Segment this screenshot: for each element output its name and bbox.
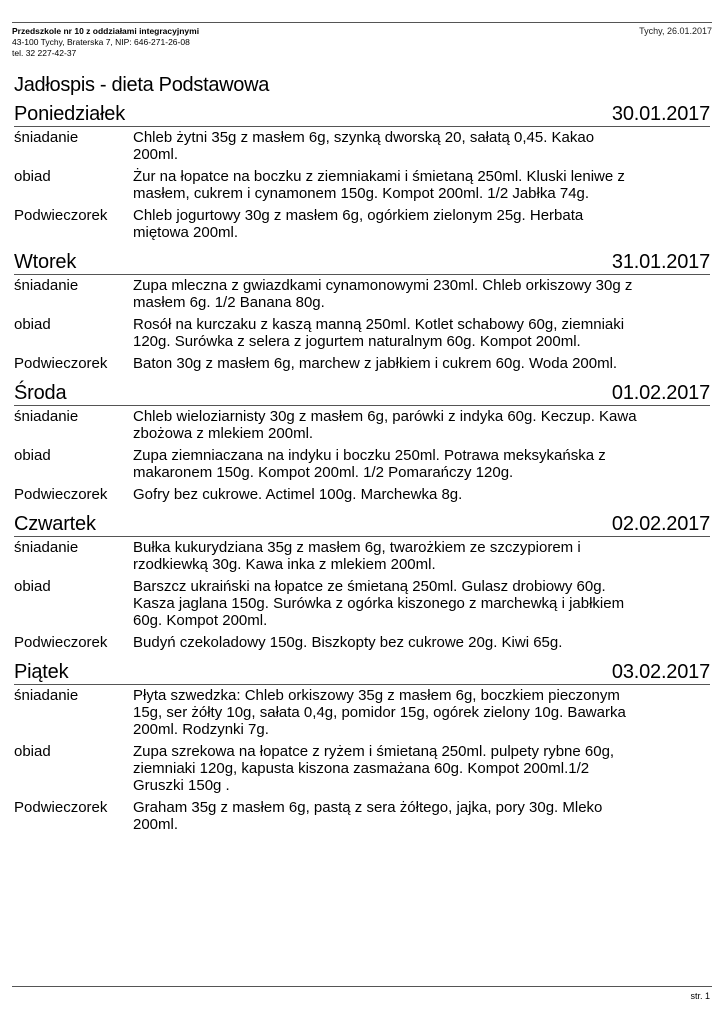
document-header (12, 26, 712, 58)
meal-row (14, 486, 710, 503)
meal-label: śniadanie (14, 539, 79, 556)
meal-label: śniadanie (14, 129, 79, 146)
meal-row (14, 168, 710, 202)
meal-row (14, 447, 710, 481)
day-name: Piątek (14, 661, 69, 683)
org-address: 43-100 Tychy, Braterska 7, NIP: 646-271-26-08 (12, 37, 190, 47)
meal-row (14, 743, 710, 794)
day-header (14, 508, 710, 537)
meal-row (14, 634, 710, 651)
meal-description: Barszcz ukraiński na łopatce ze śmietaną 250ml. Gulasz drobiowy 60g. Kasza jaglana 150g. Surówka z ogórka kiszonego z marchewką i jabłkiem 60g. Kompot 200ml. (133, 578, 625, 629)
meal-label: śniadanie (14, 277, 79, 294)
menu-content (14, 98, 710, 838)
org-name: Przedszkole nr 10 z oddziałami integracyjnymi (12, 26, 200, 36)
meal-label: Podwieczorek (14, 799, 108, 816)
meal-row (14, 316, 710, 350)
meal-description: Chleb żytni 35g z masłem 6g, szynką dworską 20, sałatą 0,45. Kakao 200ml. (133, 129, 595, 163)
day-section (14, 508, 710, 651)
meal-list (14, 537, 710, 651)
day-name: Czwartek (14, 513, 96, 535)
meal-label: Podwieczorek (14, 634, 108, 651)
meal-label: obiad (14, 743, 51, 760)
header-row (12, 26, 712, 37)
meal-label: obiad (14, 447, 51, 464)
day-date: 31.01.2017 (611, 251, 710, 273)
day-section (14, 246, 710, 372)
meal-label: obiad (14, 578, 51, 595)
meal-description: Gofry bez cukrowe. Actimel 100g. Marchewka 8g. (133, 486, 463, 503)
meal-label: śniadanie (14, 687, 79, 704)
page-number: str. 1 (690, 991, 710, 1001)
day-header (14, 246, 710, 275)
day-date: 02.02.2017 (611, 513, 710, 535)
meal-label: obiad (14, 316, 51, 333)
meal-list (14, 275, 710, 372)
page-title: Jadłospis - dieta Podstawowa (14, 74, 270, 96)
meal-description: Zupa ziemniaczana na indyku i boczku 250ml. Potrawa meksykańska z makaronem 150g. Kompot 200ml. 1/2 Pomarańczy 120g. (133, 447, 606, 481)
meal-row (14, 799, 710, 833)
day-header (14, 377, 710, 406)
meal-list (14, 406, 710, 503)
meal-list (14, 685, 710, 833)
day-date: 03.02.2017 (611, 661, 710, 683)
day-name: Poniedziałek (14, 103, 126, 125)
meal-row (14, 578, 710, 629)
day-name: Wtorek (14, 251, 77, 273)
day-date: 01.02.2017 (611, 382, 710, 404)
org-phone: tel. 32 227-42-37 (12, 47, 77, 58)
day-section (14, 656, 710, 833)
meal-description: Rosół na kurczaku z kaszą manną 250ml. Kotlet schabowy 60g, ziemniaki 120g. Surówka z selera z jogurtem naturalnym 60g. Kompot 200ml. (133, 316, 625, 350)
meal-label: śniadanie (14, 408, 79, 425)
meal-description: Zupa mleczna z gwiazdkami cynamonowymi 230ml. Chleb orkiszowy 30g z masłem 6g. 1/2 Banana 80g. (133, 277, 633, 311)
meal-label: Podwieczorek (14, 207, 108, 224)
day-header (14, 98, 710, 127)
meal-description: Bułka kukurydziana 35g z masłem 6g, twarożkiem ze szczypiorem i rzodkiewką 30g. Kawa inka z mlekiem 200ml. (133, 539, 581, 573)
day-name: Środa (14, 382, 67, 404)
meal-row (14, 277, 710, 311)
meal-description: Żur na łopatce na boczku z ziemniakami i śmietaną 250ml. Kluski leniwe z masłem, cukrem i cynamonem 150g. Kompot 200ml. 1/2 Jabłka 74g. (133, 168, 625, 202)
meal-description: Chleb jogurtowy 30g z masłem 6g, ogórkiem zielonym 25g. Herbata miętowa 200ml. (133, 207, 584, 241)
meal-list (14, 127, 710, 241)
meal-description: Budyń czekoladowy 150g. Biszkopty bez cukrowe 20g. Kiwi 65g. (133, 634, 563, 651)
meal-row (14, 207, 710, 241)
top-rule (12, 22, 712, 23)
meal-row (14, 539, 710, 573)
meal-label: Podwieczorek (14, 355, 108, 372)
meal-row (14, 129, 710, 163)
meal-description: Chleb wieloziarnisty 30g z masłem 6g, parówki z indyka 60g. Keczup. Kawa zbożowa z mlekiem 200ml. (133, 408, 637, 442)
day-header (14, 656, 710, 685)
meal-description: Zupa szrekowa na łopatce z ryżem i śmietaną 250ml. pulpety rybne 60g, ziemniaki 120g, kapusta kiszona zasmażana 60g. Kompot 200ml.1/2 Gruszki 150g . (133, 743, 615, 794)
day-date: 30.01.2017 (611, 103, 710, 125)
document-date: Tychy, 26.01.2017 (639, 26, 712, 36)
meal-label: Podwieczorek (14, 486, 108, 503)
footer-rule (12, 986, 712, 987)
meal-label: obiad (14, 168, 51, 185)
meal-description: Baton 30g z masłem 6g, marchew z jabłkiem i cukrem 60g. Woda 200ml. (133, 355, 618, 372)
meal-row (14, 355, 710, 372)
day-section (14, 98, 710, 241)
meal-row (14, 687, 710, 738)
meal-description: Graham 35g z masłem 6g, pastą z sera żółtego, jajka, pory 30g. Mleko 200ml. (133, 799, 603, 833)
meal-description: Płyta szwedzka: Chleb orkiszowy 35g z masłem 6g, boczkiem pieczonym 15g, ser żółty 10g, sałata 0,4g, pomidor 15g, ogórek zielony 10g. Bawarka 200ml. Rodzynki 7g. (133, 687, 626, 738)
day-section (14, 377, 710, 503)
meal-row (14, 408, 710, 442)
